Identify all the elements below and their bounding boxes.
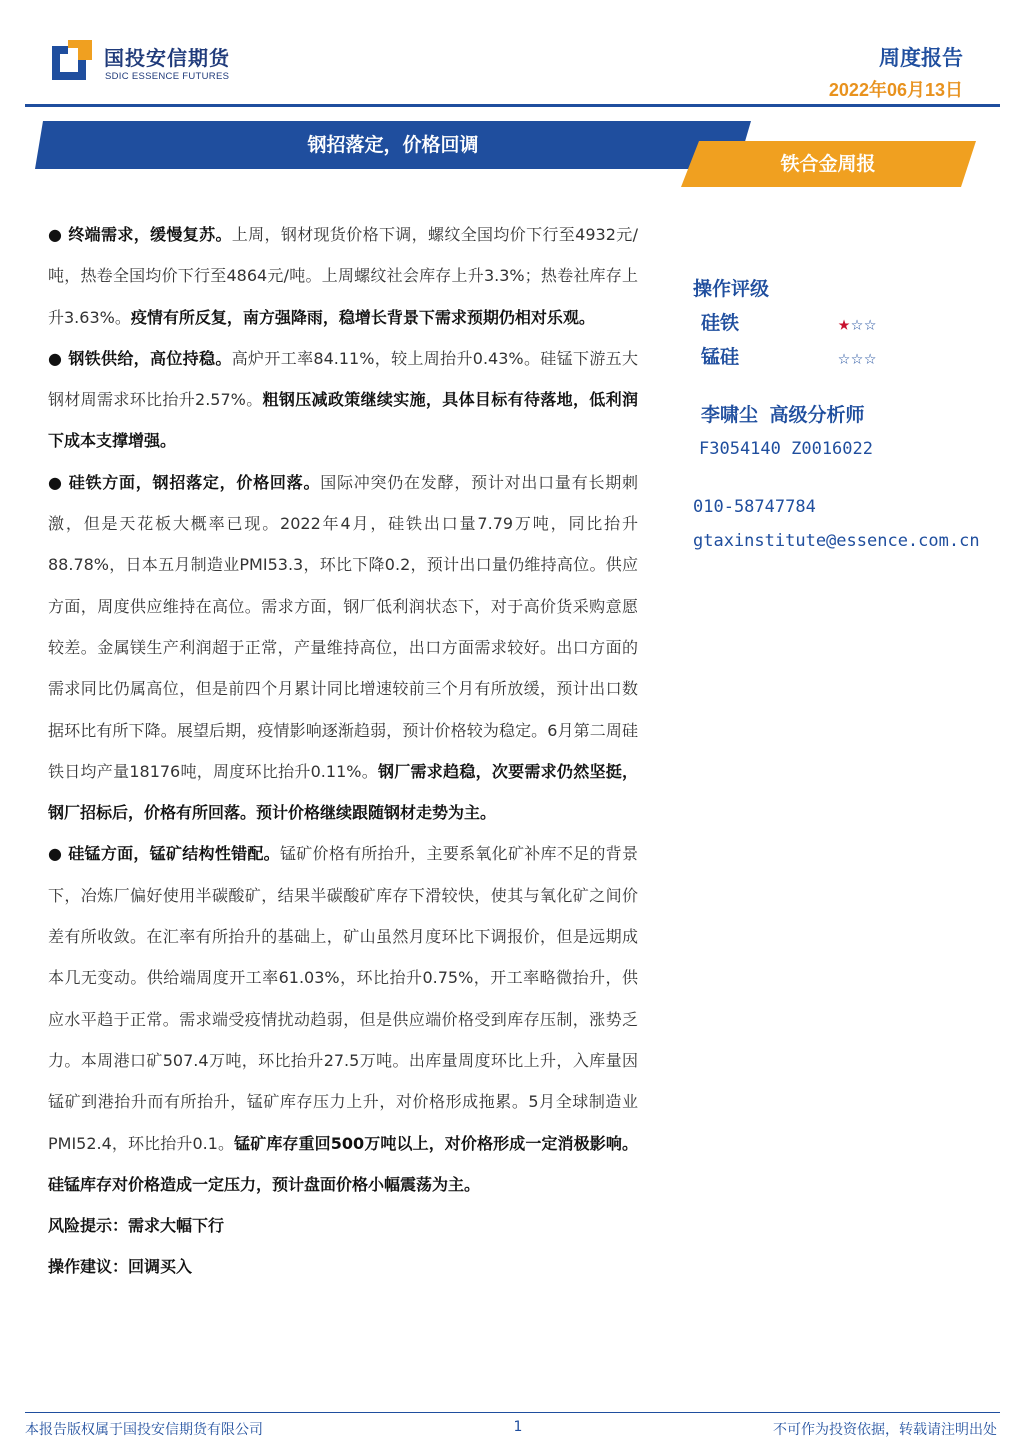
analyst-license: F3054140 Z0016022 bbox=[699, 439, 873, 459]
paragraph-lead: 终端需求，缓慢复苏。 bbox=[68, 225, 232, 244]
bullet-icon: ● bbox=[48, 844, 63, 864]
risk-warning: 风险提示：需求大幅下行 bbox=[48, 1216, 225, 1236]
operation-advice: 操作建议：回调买入 bbox=[48, 1257, 193, 1277]
paragraph-conclusion: 疫情有所反复，南方强降雨，稳增长背景下需求预期仍相对乐观。 bbox=[130, 307, 595, 327]
rating-row-ferrosilicon bbox=[693, 306, 1018, 340]
rating-stars bbox=[838, 306, 877, 340]
company-logo bbox=[52, 40, 232, 90]
empty-star-icon: ☆ bbox=[851, 311, 865, 335]
paragraph-demand bbox=[48, 214, 638, 338]
section-label: 铁合金周报 bbox=[780, 153, 876, 175]
rating-product-name: 硅铁 bbox=[701, 312, 740, 334]
paragraph-lead: 硅铁方面，钢招落定，价格回落。 bbox=[68, 472, 321, 492]
paragraph-conclusion: 粗钢压减政策继续实施，具体目标有待落地，低利润下成本支撑增强。 bbox=[48, 390, 638, 451]
logo-chinese-name: 国投安信期货 bbox=[104, 46, 230, 70]
paragraph-lead: 钢铁供给，高位持稳。 bbox=[68, 348, 232, 368]
rating-stars bbox=[838, 340, 877, 374]
bullet-icon: ● bbox=[48, 472, 63, 492]
paragraph-ferrosilicon bbox=[48, 462, 638, 834]
footer-divider bbox=[25, 1412, 1000, 1413]
empty-star-icon: ☆ bbox=[864, 311, 878, 335]
analyst-name: 李啸尘 高级分析师 bbox=[701, 404, 865, 426]
bullet-icon: ● bbox=[48, 225, 63, 244]
rating-product-name: 锰硅 bbox=[701, 346, 740, 368]
footer-copyright: 本报告版权属于国投安信期货有限公司 bbox=[25, 1422, 263, 1438]
report-date: 2022年06月13日 bbox=[828, 80, 963, 100]
contact-phone: 010-58747784 bbox=[693, 497, 816, 517]
empty-star-icon: ☆ bbox=[851, 345, 865, 369]
paragraph-supply bbox=[48, 338, 638, 462]
header-divider bbox=[25, 104, 1000, 107]
rating-title: 操作评级 bbox=[693, 278, 770, 300]
footer-disclaimer: 不可作为投资依据，转载请注明出处 bbox=[773, 1422, 997, 1438]
paragraph-text: 上周，钢材现货价格下调，螺纹全国均价下行至4932元/吨，热卷全国均价下行至4864元/吨。上周螺纹社会库存上升3.3%；热卷社库存上升3.63%。 bbox=[48, 225, 638, 327]
paragraph-silicomanganese bbox=[48, 833, 638, 1205]
contact-email[interactable]: gtaxinstitute@essence.com.cn bbox=[693, 531, 980, 551]
filled-star-icon: ★ bbox=[838, 311, 852, 335]
logo-english-name: SDIC ESSENCE FUTURES bbox=[105, 71, 230, 82]
paragraph-conclusion: 钢厂需求趋稳，次要需求仍然坚挺，钢厂招标后，价格有所回落。预计价格继续跟随钢材走势为主。 bbox=[48, 761, 638, 823]
page-number: 1 bbox=[513, 1419, 523, 1435]
paragraph-text: 高炉开工率84.11%，较上周抬升0.43%。硅锰下游五大钢材周需求环比抬升2.57%。 bbox=[48, 348, 638, 410]
paragraph-text: 锰矿价格有所抬升，主要系氧化矿补库不足的背景下，冶炼厂偏好使用半碳酸矿，结果半碳酸矿库存下滑较快，使其与氧化矿之间价差有所收敛。在汇率有所抬升的基础上，矿山虽然月度环比下调报价，但是远期成本几无变动。供给端周度开工率61.03%，环比抬升0.75%，开工率略微抬升，供应水平趋于正常。需求端受疫情扰动趋弱，但是供应端价格受到库存压制，涨势乏力。本周港口矿507.4万吨，环比抬升27.5万吨。出库量周度环比上升，入库量因锰矿到港抬升而有所抬升，锰矿库存压力上升，对价格形成拖累。5月全球制造业PMI52.4，环比抬升0.1。 bbox=[48, 844, 638, 1153]
rating-row-silicomanganese bbox=[693, 340, 1018, 374]
report-headline: 钢招落定，价格回调 bbox=[307, 134, 479, 156]
report-body bbox=[48, 214, 638, 1288]
paragraph-lead: 硅锰方面，锰矿结构性错配。 bbox=[68, 844, 280, 864]
bullet-icon: ● bbox=[48, 348, 63, 368]
report-type: 周度报告 bbox=[879, 46, 963, 70]
logo-mark-icon bbox=[52, 40, 96, 84]
sidebar bbox=[693, 272, 1018, 558]
empty-star-icon: ☆ bbox=[864, 345, 878, 369]
paragraph-text: 国际冲突仍在发酵，预计对出口量有长期刺激，但是天花板大概率已现。2022年4月，硅铁出口量7.79万吨，同比抬升88.78%，日本五月制造业PMI53.3，环比下降0.2，预计出口量仍维持高位。供应方面，周度供应维持在高位。需求方面，钢厂低利润状态下，对于高价货采购意愿较差。金属镁生产利润超于正常，产量维持高位，出口方面需求较好。出口方面的需求同比仍属高位，但是前四个月累计同比增速较前三个月有所放缓，预计出口数据环比有所下降。展望后期，疫情影响逐渐趋弱，预计价格较为稳定。6月第二周硅铁日均产量18176吨，周度环比抬升0.11%。 bbox=[48, 472, 638, 781]
empty-star-icon: ☆ bbox=[838, 345, 852, 369]
paragraph-conclusion: 锰矿库存重回500万吨以上，对价格形成一定消极影响。硅锰库存对价格造成一定压力，预计盘面价格小幅震荡为主。 bbox=[48, 1133, 638, 1194]
